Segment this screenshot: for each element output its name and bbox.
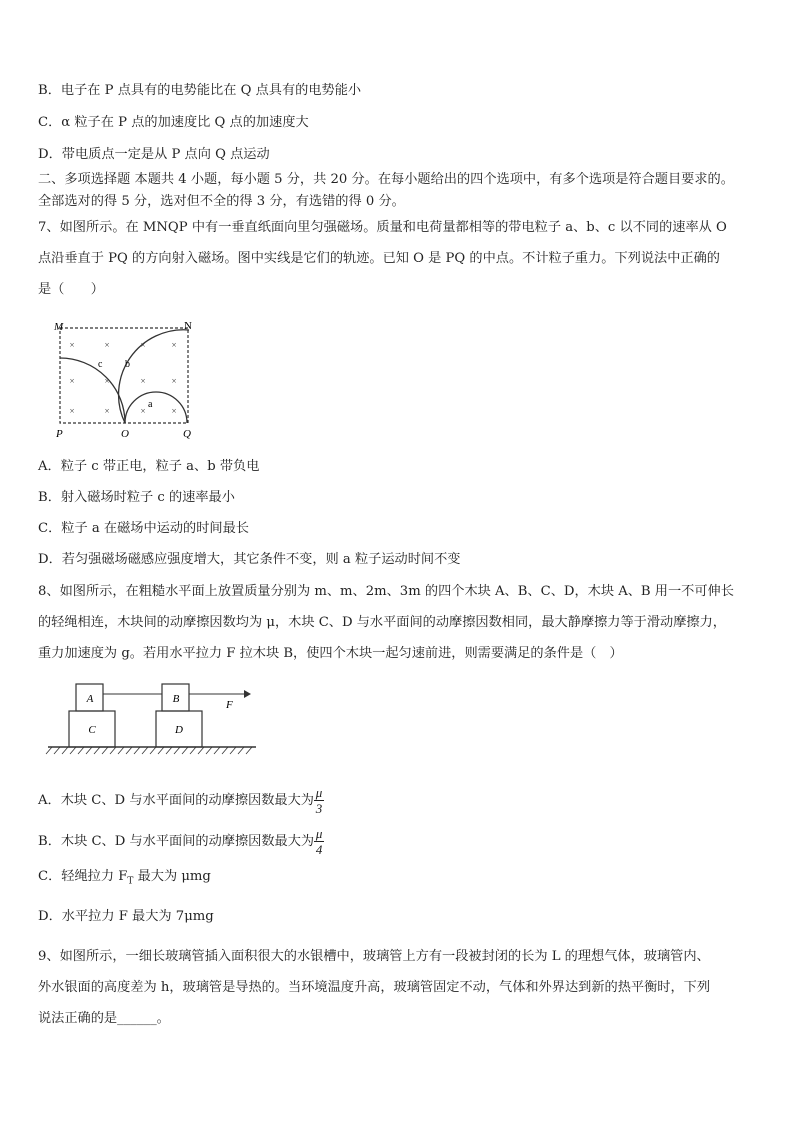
q7-option-b: B．射入磁场时粒子 c 的速率最小 <box>38 490 235 505</box>
q6-option-b: B．电子在 P 点具有的电势能比在 Q 点具有的电势能小 <box>38 83 362 98</box>
q8-option-c-text: C．轻绳拉力 F <box>38 869 128 884</box>
q8-option-a-text: A．木块 C、D 与水平面间的动摩擦因数最大为 <box>38 793 314 808</box>
q6-option-c: C．α 粒子在 P 点的加速度比 Q 点的加速度大 <box>38 115 309 130</box>
fig8-label-b: B <box>172 693 180 705</box>
section2-heading-line2: 全部选对的得 5 分，选对但不全的得 3 分，有选错的得 0 分。 <box>38 194 405 209</box>
fraction-mu-over-3 <box>314 786 324 815</box>
fig7-label-c: c <box>98 359 103 370</box>
q7-option-c: C．粒子 a 在磁场中运动的时间最长 <box>38 521 249 536</box>
q8-option-b <box>38 827 324 856</box>
q8-blocks-figure <box>44 676 264 756</box>
svg-text:×: × <box>69 376 75 386</box>
fig8-label-f: F <box>226 699 233 711</box>
q7-stem-line2: 点沿垂直于 PQ 的方向射入磁场。图中实线是它们的轨迹。已知 O 是 PQ 的中点。不计粒子重力。下列说法中正确的 <box>38 251 720 266</box>
svg-text:×: × <box>69 406 75 416</box>
fraction-b-denominator: 4 <box>315 842 323 857</box>
q8-option-b-text: B．木块 C、D 与水平面间的动摩擦因数最大为 <box>38 834 315 849</box>
q9-stem-line2: 外水银面的高度差为 h，玻璃管是导热的。当环境温度升高，玻璃管固定不动，气体和外界达到新的热平衡时，下列 <box>38 980 711 995</box>
q7-magnetic-field-figure <box>50 316 210 442</box>
fig7-label-m: M <box>54 321 64 333</box>
svg-text:×: × <box>69 340 75 350</box>
q8-stem-line1: 8、如图所示，在粗糙水平面上放置质量分别为 m、m、2m、3m 的四个木块 A、B、C、D，木块 A、B 用一不可伸长 <box>38 584 734 599</box>
q8-stem-line3: 重力加速度为 g。若用水平拉力 F 拉木块 B，使四个木块一起匀速前进，则需要满足的条件是（ ） <box>38 646 623 661</box>
fig8-label-d: D <box>175 724 183 736</box>
fraction-b-numerator: μ <box>315 826 323 841</box>
fig8-label-c: C <box>88 724 96 736</box>
q6-option-d: D．带电质点一定是从 P 点向 Q 点运动 <box>38 147 270 162</box>
q7-option-d: D．若匀强磁场磁感应强度增大，其它条件不变，则 a 粒子运动时间不变 <box>38 552 461 567</box>
svg-text:×: × <box>171 376 177 386</box>
q7-stem-line1: 7、如图所示。在 MNQP 中有一垂直纸面向里匀强磁场。质量和电荷量都相等的带电粒子 a、b、c 以不同的速率从 O <box>38 220 727 235</box>
fig7-label-n: N <box>184 320 192 332</box>
section2-heading-line1: 二、多项选择题 本题共 4 小题，每小题 5 分，共 20 分。在每小题给出的四个选项中，有多个选项是符合题目要求的。 <box>38 172 734 187</box>
fig7-label-a: a <box>148 399 153 410</box>
svg-text:×: × <box>104 376 110 386</box>
fig7-label-q: Q <box>183 428 191 440</box>
svg-text:×: × <box>140 376 146 386</box>
q8-stem-line2: 的轻绳相连，木块间的动摩擦因数均为 μ，木块 C、D 与水平面间的动摩擦因数相同，最大静摩擦力等于滑动摩擦力， <box>38 615 726 630</box>
svg-text:×: × <box>140 340 146 350</box>
q7-stem-line3: 是（ ） <box>38 282 104 297</box>
q8-option-a <box>38 786 324 815</box>
q8-option-c-subscript: T <box>127 876 134 887</box>
fig7-label-b: b <box>125 359 130 370</box>
fig8-label-a: A <box>86 693 94 705</box>
fig7-label-p: P <box>56 428 63 440</box>
q8-option-d: D．水平拉力 F 最大为 7μmg <box>38 909 214 924</box>
q8-option-c-tail: 最大为 μmg <box>133 869 211 884</box>
q9-stem-line3: 说法正确的是______。 <box>38 1011 170 1026</box>
svg-text:×: × <box>140 406 146 416</box>
svg-text:×: × <box>171 340 177 350</box>
q8-option-c <box>38 869 211 890</box>
fig7-label-o: O <box>121 428 129 440</box>
q7-option-a: A．粒子 c 带正电，粒子 a、b 带负电 <box>38 459 260 474</box>
q9-stem-line1: 9、如图所示，一细长玻璃管插入面积很大的水银槽中，玻璃管上方有一段被封闭的长为 L 的理想气体，玻璃管内、 <box>38 949 710 964</box>
fraction-a-denominator: 3 <box>315 801 323 816</box>
svg-text:×: × <box>104 340 110 350</box>
fraction-a-numerator: μ <box>315 785 323 800</box>
svg-text:×: × <box>171 406 177 416</box>
fraction-mu-over-4 <box>314 827 324 856</box>
svg-text:×: × <box>104 406 110 416</box>
